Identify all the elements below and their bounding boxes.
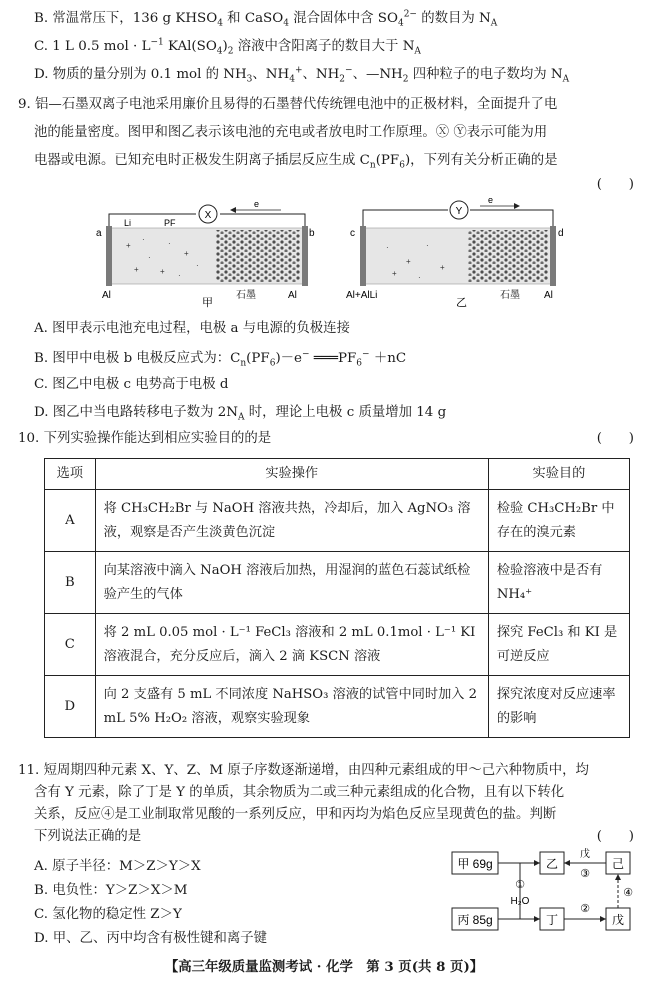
q9-stem-line1: 9. 铝—石墨双离子电池采用廉价且易得的石墨替代传统锂电池中的正极材料，全面提升了电	[18, 97, 558, 112]
row-label: A	[45, 490, 96, 552]
svg-text:己: 己	[611, 857, 625, 871]
q9-stem-line3: 电器或电源。已知充电时正极发生阴离子插层反应生成 $C_n(PF_6)$，下列有关分析正确的是	[34, 153, 558, 171]
svg-text:+: +	[392, 269, 397, 278]
svg-text:②: ②	[580, 903, 590, 915]
row-operation: 将 CH₃CH₂Br 与 NaOH 溶液共热，冷却后，加入 AgNO₃ 溶液，观察是否产生淡黄色沉淀	[95, 490, 488, 552]
svg-text:H₂O: H₂O	[510, 896, 530, 907]
svg-text:·: ·	[196, 261, 199, 270]
q8-option-b: B. 常温常压下，136 g $KHSO_4$ 和 CaSO$_4$ 混合固体中含 $SO_4^{2-}$ 的数目为 $N_A$	[34, 9, 498, 29]
svg-text:石墨: 石墨	[236, 290, 256, 301]
electrode-d	[550, 226, 556, 286]
svg-text:Al: Al	[544, 290, 553, 301]
svg-text:Al+AlLi: Al+AlLi	[346, 290, 378, 301]
q11-answer-bracket: ( )	[596, 829, 634, 844]
svg-text:Al: Al	[102, 290, 111, 301]
svg-text:X: X	[204, 210, 212, 221]
svg-text:+: +	[406, 257, 411, 266]
row-operation: 向 2 支盛有 5 mL 不同浓度 NaHSO₃ 溶液的试管中同时加入 2 mL 5% H₂O₂ 溶液，观察实验现象	[95, 676, 488, 738]
q11-option-b: B. 电负性：Y＞Z＞X＞M	[34, 883, 188, 898]
svg-text:+: +	[134, 265, 139, 274]
svg-text:戊: 戊	[611, 913, 625, 927]
q9-option-b: B. 图甲中电极 b 电极反应式为：$C_n(PF_6)-e^-$ $═══PF_6^- +nC$	[34, 349, 407, 369]
svg-text:PF: PF	[164, 218, 176, 228]
q11-option-c: C. 氢化物的稳定性 Z＞Y	[34, 907, 182, 922]
svg-text:丙 85g: 丙 85g	[457, 913, 493, 927]
header-goal: 实验目的	[488, 459, 629, 490]
q11-stem-line1: 11. 短周期四种元素 X、Y、Z、M 原子序数逐渐递增，由四种元素组成的甲～己六种物质中，均	[18, 763, 589, 778]
cell-jia	[96, 199, 315, 309]
q11-option-a: A. 原子半径：M＞Z＞Y＞X	[34, 859, 201, 874]
svg-text:d: d	[558, 228, 564, 239]
svg-text:④: ④	[623, 887, 633, 899]
svg-text:e: e	[254, 199, 260, 209]
q10-stem: 10. 下列实验操作能达到相应实验目的的是	[18, 431, 272, 446]
svg-text:①: ①	[515, 879, 525, 891]
header-operation: 实验操作	[95, 459, 488, 490]
svg-text:+: +	[184, 249, 189, 258]
svg-text:丁: 丁	[545, 913, 559, 927]
row-goal: 探究 FeCl₃ 和 KI 是可逆反应	[488, 614, 629, 676]
table-row	[45, 490, 630, 552]
svg-text:b: b	[309, 228, 315, 239]
svg-text:a: a	[96, 228, 102, 239]
svg-text:·: ·	[168, 239, 171, 248]
q9-answer-bracket: ( )	[596, 177, 634, 192]
transformation-diagram	[448, 846, 638, 938]
electrode-c	[360, 226, 366, 286]
q11-option-d: D. 甲、乙、丙中均含有极性键和离子键	[34, 931, 268, 946]
electrode-b	[302, 226, 308, 286]
svg-text:c: c	[350, 228, 355, 239]
svg-text:e: e	[488, 198, 494, 205]
row-goal: 检验 CH₃CH₂Br 中存在的溴元素	[488, 490, 629, 552]
table-row	[45, 676, 630, 738]
q10-answer-bracket: ( )	[596, 431, 634, 446]
battery-diagrams	[96, 198, 566, 310]
q11-stem-line4: 下列说法正确的是	[34, 829, 142, 844]
svg-text:·: ·	[142, 235, 145, 244]
q8-option-c: C. 1 L 0.5 mol · $L^{-1}$ $KAl(SO_4)_2$ 溶液中含阳离子的数目大于 $N_A$	[34, 37, 421, 57]
page-footer: 【高三年级质量监测考试 · 化学 第 3 页(共 8 页)】	[164, 959, 484, 975]
q9-option-c: C. 图乙中电极 c 电势高于电极 d	[34, 377, 229, 392]
svg-text:③: ③	[580, 868, 590, 880]
svg-text:+: +	[440, 263, 445, 272]
svg-text:·: ·	[418, 273, 421, 282]
row-label: B	[45, 552, 96, 614]
svg-text:乙: 乙	[456, 297, 467, 309]
q11-stem-line2: 含有 Y 元素，除了丁是 Y 的单质，其余物质为二或三种元素组成的化合物，且有以下转化	[34, 785, 565, 800]
table-row	[45, 614, 630, 676]
q9-option-d: D. 图乙中当电路转移电子数为 $2N_A$ 时，理论上电极 c 质量增加 14 g	[34, 405, 447, 423]
q9-option-a: A. 图甲表示电池充电过程，电极 a 与电源的负极连接	[34, 321, 350, 336]
q9-stem-line2: 池的能量密度。图甲和图乙表示该电池的充电或者放电时工作原理。Ⓧ Ⓨ表示可能为用	[34, 125, 548, 140]
svg-text:·: ·	[386, 243, 389, 252]
cell-yi	[346, 198, 564, 309]
svg-text:Al: Al	[288, 290, 297, 301]
table-header-row	[45, 459, 630, 490]
row-operation: 将 2 mL 0.05 mol · L⁻¹ FeCl₃ 溶液和 2 mL 0.1mol · L⁻¹ KI 溶液混合，充分反应后，滴入 2 滴 KSCN 溶液	[95, 614, 488, 676]
graphite-layers-right	[468, 230, 548, 282]
q11-stem-line3: 关系，反应④是工业制取常见酸的一系列反应，甲和丙均为焰色反应呈现黄色的盐。判断	[34, 807, 557, 822]
electrode-a	[106, 226, 112, 286]
svg-text:甲: 甲	[202, 297, 213, 309]
row-label: D	[45, 676, 96, 738]
svg-text:Y: Y	[455, 206, 463, 217]
row-goal: 检验溶液中是否有 NH₄⁺	[488, 552, 629, 614]
svg-text:乙: 乙	[545, 857, 559, 871]
row-goal: 探究浓度对反应速率的影响	[488, 676, 629, 738]
svg-text:+: +	[160, 267, 165, 276]
svg-text:石墨: 石墨	[500, 290, 520, 301]
svg-text:戊: 戊	[580, 849, 590, 860]
xy-circle-icons: Ⓧ Ⓨ	[435, 125, 467, 140]
svg-text:Li: Li	[124, 218, 132, 228]
svg-text:+: +	[126, 241, 131, 250]
svg-text:甲 69g: 甲 69g	[457, 857, 493, 871]
q8-option-d: D. 物质的量分别为 0.1 mol 的 $NH_3$、$NH_4^+$、$NH_2^-$、$—NH_2$ 四种粒子的电子数均为 $N_A$	[34, 65, 570, 85]
svg-text:·: ·	[426, 241, 429, 250]
row-label: C	[45, 614, 96, 676]
svg-text:·: ·	[148, 253, 151, 262]
header-option: 选项	[45, 459, 96, 490]
experiment-table	[44, 458, 630, 738]
svg-text:·: ·	[178, 271, 181, 280]
row-operation: 向某溶液中滴入 NaOH 溶液后加热，用湿润的蓝色石蕊试纸检验产生的气体	[95, 552, 488, 614]
graphite-layers-left	[216, 230, 300, 282]
table-row	[45, 552, 630, 614]
